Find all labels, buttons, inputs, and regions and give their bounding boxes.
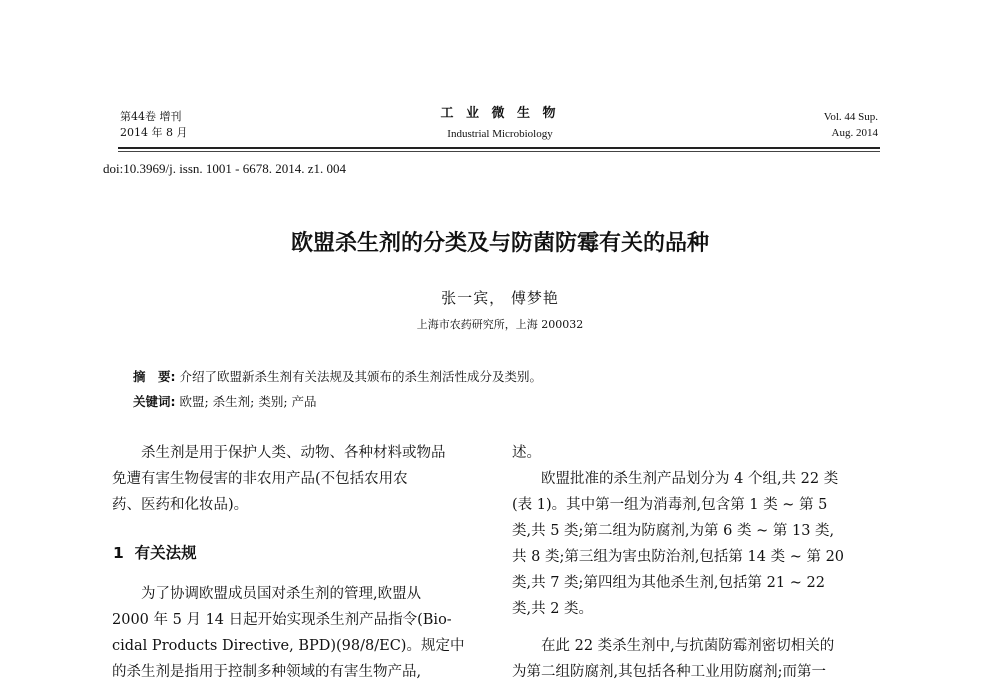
keywords-label: 关键词: bbox=[133, 394, 176, 409]
journal-name-en: Industrial Microbiology bbox=[447, 128, 553, 140]
section-number: 1 bbox=[113, 544, 124, 562]
body-line: 为了协调欧盟成员国对杀生剂的管理,欧盟从 bbox=[112, 586, 422, 602]
keywords bbox=[133, 392, 317, 410]
body-line: 类,共 2 类。 bbox=[512, 601, 594, 617]
doi: doi:10.3969/j. issn. 1001 - 6678. 2014. z1. 004 bbox=[103, 161, 347, 176]
section-heading bbox=[113, 541, 197, 563]
section-title: 有关法规 bbox=[134, 544, 197, 562]
abstract-text: 介绍了欧盟新杀生剂有关法规及其颁布的杀生剂活性成分及类别。 bbox=[175, 369, 542, 384]
body-line: 类,共 5 类;第二组为防腐剂,为第 6 类 ~ 第 13 类, bbox=[512, 523, 835, 539]
body-line: 共 8 类;第三组为害虫防治剂,包括第 14 类 ~ 第 20 bbox=[512, 549, 845, 565]
abstract bbox=[133, 367, 542, 385]
body-line: 述。 bbox=[512, 445, 541, 461]
body-line: 杀生剂是用于保护人类、动物、各种材料或物品 bbox=[112, 445, 446, 461]
body-line: (表 1)。其中第一组为消毒剂,包含第 1 类 ~ 第 5 bbox=[512, 497, 828, 513]
header-rule bbox=[118, 147, 880, 149]
body-line: 在此 22 类杀生剂中,与抗菌防霉剂密切相关的 bbox=[512, 638, 835, 654]
abstract-label: 摘 要: bbox=[133, 369, 176, 384]
journal-date: 2014 年 8 月 bbox=[120, 126, 188, 139]
authors: 张一宾， 傅梦艳 bbox=[441, 289, 559, 307]
journal-name-cn: 工 业 微 生 物 bbox=[440, 106, 560, 121]
body-line: 类,共 7 类;第四组为其他杀生剂,包括第 21 ~ 22 bbox=[512, 575, 825, 591]
journal-volume: 第44卷 增刊 bbox=[120, 110, 182, 123]
affiliation: 上海市农药研究所，上海 200032 bbox=[416, 318, 584, 331]
header-rule-thin bbox=[118, 151, 880, 152]
body-line: 为第二组防腐剂,其包括各种工业用防腐剂;而第一 bbox=[512, 664, 826, 680]
paper-title: 欧盟杀生剂的分类及与防菌防霉有关的品种 bbox=[290, 231, 709, 256]
body-line: 欧盟批准的杀生剂产品划分为 4 个组,共 22 类 bbox=[512, 471, 839, 487]
date-en: Aug. 2014 bbox=[831, 127, 878, 139]
body-line: cidal Products Directive, BPD)(98/8/EC)。规定中 bbox=[112, 638, 465, 654]
body-line: 2000 年 5 月 14 日起开始实现杀生剂产品指令(Bio- bbox=[112, 612, 452, 628]
body-line: 的杀生剂是指用于控制多种领域的有害生物产品, bbox=[112, 664, 422, 680]
body-line: 免遭有害生物侵害的非农用产品(不包括农用农 bbox=[112, 471, 408, 487]
body-line: 药、医药和化妆品)。 bbox=[112, 497, 249, 513]
keywords-text: 欧盟; 杀生剂; 类别; 产品 bbox=[175, 394, 317, 409]
volume-en: Vol. 44 Sup. bbox=[823, 111, 878, 123]
